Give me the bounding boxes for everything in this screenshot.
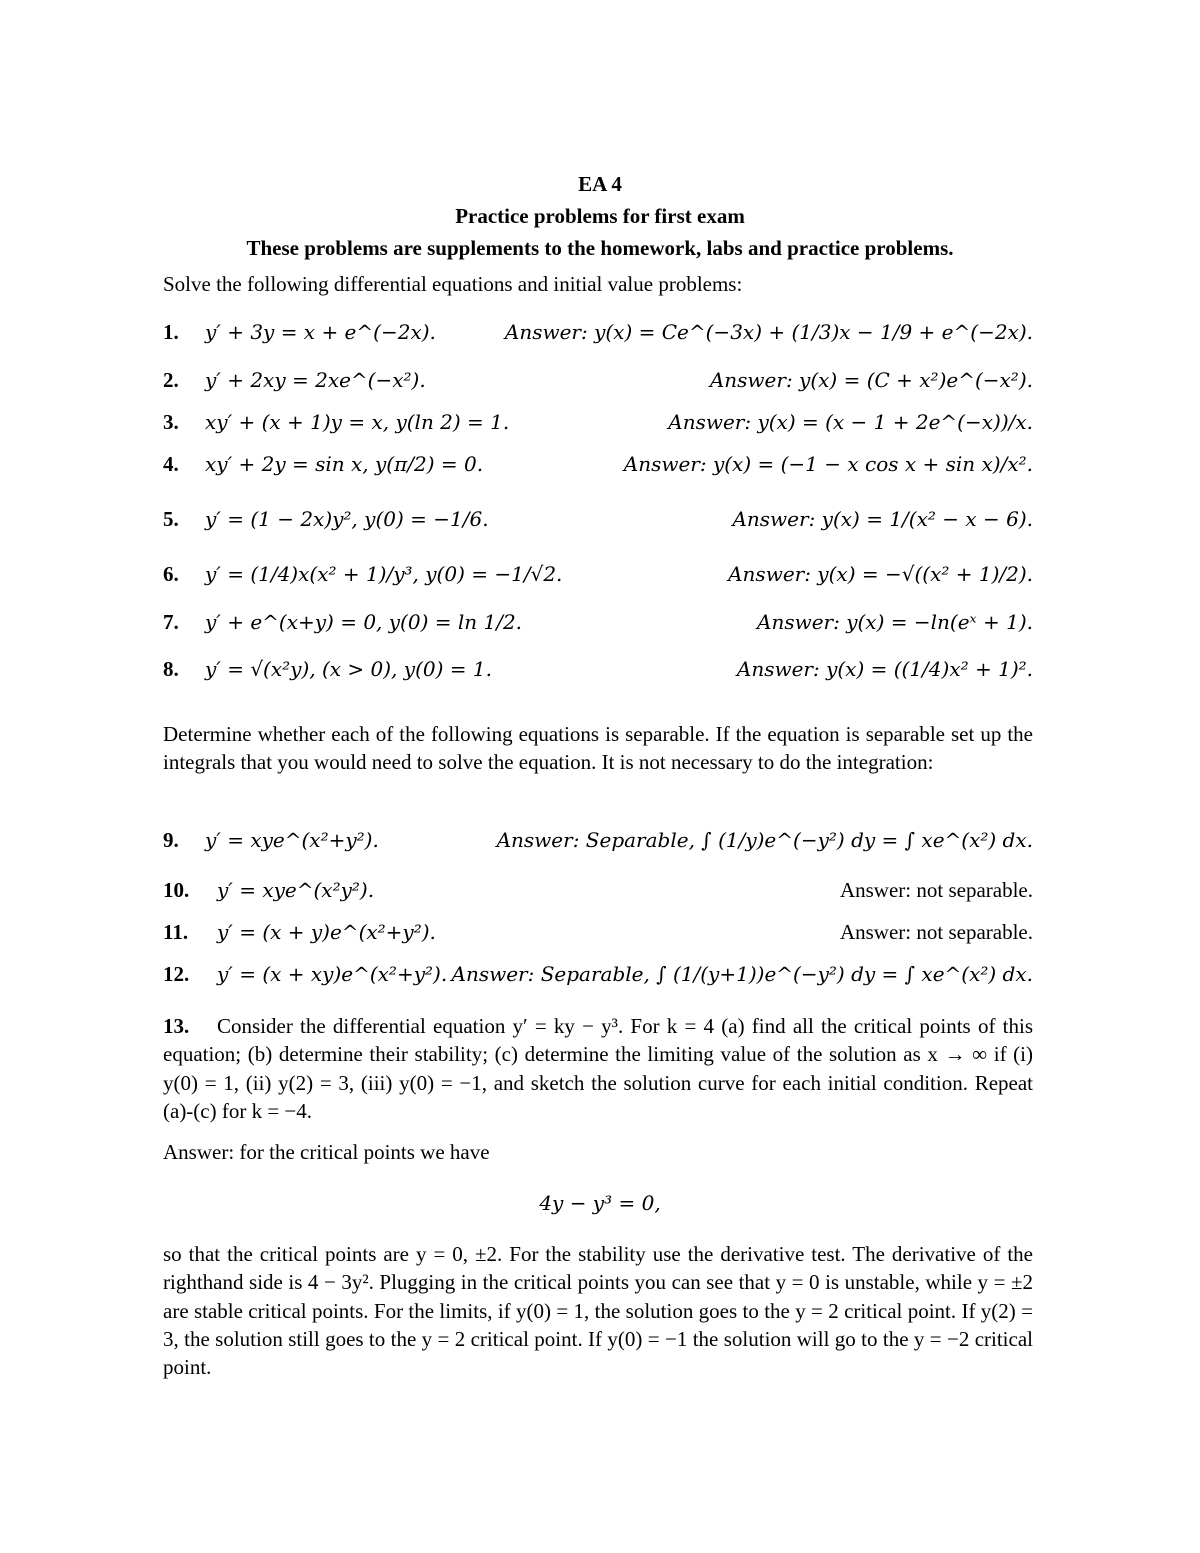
problem-equation: xy′ + (x + 1)y = x, y(ln 2) = 1.: [205, 410, 510, 434]
problem-13: [163, 1012, 1033, 1125]
problem-equation: y′ = xye^(x²y²).: [217, 878, 375, 902]
problem-row: [163, 560, 1033, 588]
problem-13-text: Consider the differential equation y′ = ky − y³. For k = 4 (a) find all the critical points of this equation; (b) determine their stability; (c) determine the limiting value of the solution as x → ∞ if (i) y(0) = 1, (ii) y(2) = 3, (iii) y(0) = −1, and sketch the solution curve for each initial condition. Repeat (a)-(c) for k = −4.: [163, 1014, 1033, 1124]
page-subtitle: These problems are supplements to the homework, labs and practice problems.: [246, 236, 954, 260]
course-code: EA 4: [578, 172, 622, 196]
problem-equation: y′ = xye^(x²+y²).: [205, 828, 379, 852]
problem-row: [163, 318, 1033, 346]
problem-row: [163, 505, 1033, 533]
problem-answer: Answer: not separable.: [839, 878, 1033, 902]
problem-equation: y′ = √(x²y), (x > 0), y(0) = 1.: [205, 657, 492, 681]
problem-equation: y′ = (x + xy)e^(x²+y²).: [217, 962, 448, 986]
problem-row: [163, 918, 1033, 946]
problem-answer: Answer: Separable, ∫ (1/y)e^(−y²) dy = ∫ xe^(x²) dx.: [496, 828, 1033, 852]
problem-row: [163, 608, 1033, 636]
problem-number: 11.: [163, 920, 189, 944]
problem-answer: Answer: y(x) = Ce^(−3x) + (1/3)x − 1/9 + e^(−2x).: [504, 320, 1033, 344]
answer-intro: Answer: for the critical points we have: [163, 1140, 490, 1164]
page-title: Practice problems for first exam: [455, 204, 745, 228]
problem-answer: Answer: y(x) = (−1 − x cos x + sin x)/x².: [623, 452, 1033, 476]
problem-number: 12.: [163, 962, 190, 986]
problem-number: 13.: [163, 1014, 190, 1038]
section2-intro: Determine whether each of the following equations is separable. If the equation is separable set up the integrals that you would need to solve the equation. It is not necessary to do the integration:: [163, 722, 1033, 775]
problem-number: 4.: [163, 452, 179, 476]
problem-row: [163, 366, 1033, 394]
problem-answer: Answer: not separable.: [839, 920, 1033, 944]
problem-number: 1.: [163, 320, 179, 344]
problem-number: 3.: [163, 410, 179, 434]
problem-equation: xy′ + 2y = sin x, y(π/2) = 0.: [205, 452, 484, 476]
problem-equation: y′ = (x + y)e^(x²+y²).: [217, 920, 436, 944]
problem-number: 10.: [163, 878, 190, 902]
problem-number: 7.: [163, 610, 179, 634]
problem-equation: y′ = (1 − 2x)y², y(0) = −1/6.: [205, 507, 489, 531]
problem-answer: Answer: y(x) = (x − 1 + 2e^(−x))/x.: [668, 410, 1033, 434]
problem-row: [163, 408, 1033, 436]
problem-row: [163, 655, 1033, 683]
problem-row: [163, 450, 1033, 478]
problem-equation: y′ + 3y = x + e^(−2x).: [205, 320, 436, 344]
problem-number: 8.: [163, 657, 179, 681]
problem-number: 5.: [163, 507, 179, 531]
problem-answer: Answer: y(x) = −ln(eˣ + 1).: [757, 610, 1033, 634]
header: [0, 168, 1200, 264]
problem-equation: y′ + 2xy = 2xe^(−x²).: [205, 368, 426, 392]
problem-answer: Answer: y(x) = −√((x² + 1)/2).: [728, 562, 1033, 586]
answer-body: so that the critical points are y = 0, ±2. For the stability use the derivative test. The derivative of the righthand side is 4 − 3y². Plugging in the critical points you can see that y = 0 is unstable, while y = ±2 are stable critical points. For the limits, if y(0) = 1, the solution goes to the y = 2 critical point. If y(2) = 3, the solution still goes to the y = 2 critical point. If y(0) = −1 the solution will go to the y = −2 critical point.: [163, 1242, 1033, 1380]
problem-answer: Answer: Separable, ∫ (1/(y+1))e^(−y²) dy = ∫ xe^(x²) dx.: [451, 962, 1033, 986]
problem-row: [163, 826, 1033, 854]
problem-row: [163, 960, 1033, 988]
problem-row: [163, 876, 1033, 904]
problem-number: 2.: [163, 368, 179, 392]
problem-equation: y′ = (1/4)x(x² + 1)/y³, y(0) = −1/√2.: [205, 562, 563, 586]
problem-number: 6.: [163, 562, 179, 586]
problem-equation: y′ + e^(x+y) = 0, y(0) = ln 1/2.: [205, 610, 523, 634]
problem-answer: Answer: y(x) = 1/(x² − x − 6).: [732, 507, 1033, 531]
section1-intro: Solve the following differential equations and initial value problems:: [163, 272, 743, 296]
problem-answer: Answer: y(x) = (C + x²)e^(−x²).: [709, 368, 1033, 392]
display-equation: 4y − y³ = 0,: [539, 1191, 661, 1215]
problem-answer: Answer: y(x) = ((1/4)x² + 1)².: [736, 657, 1033, 681]
problem-number: 9.: [163, 828, 179, 852]
